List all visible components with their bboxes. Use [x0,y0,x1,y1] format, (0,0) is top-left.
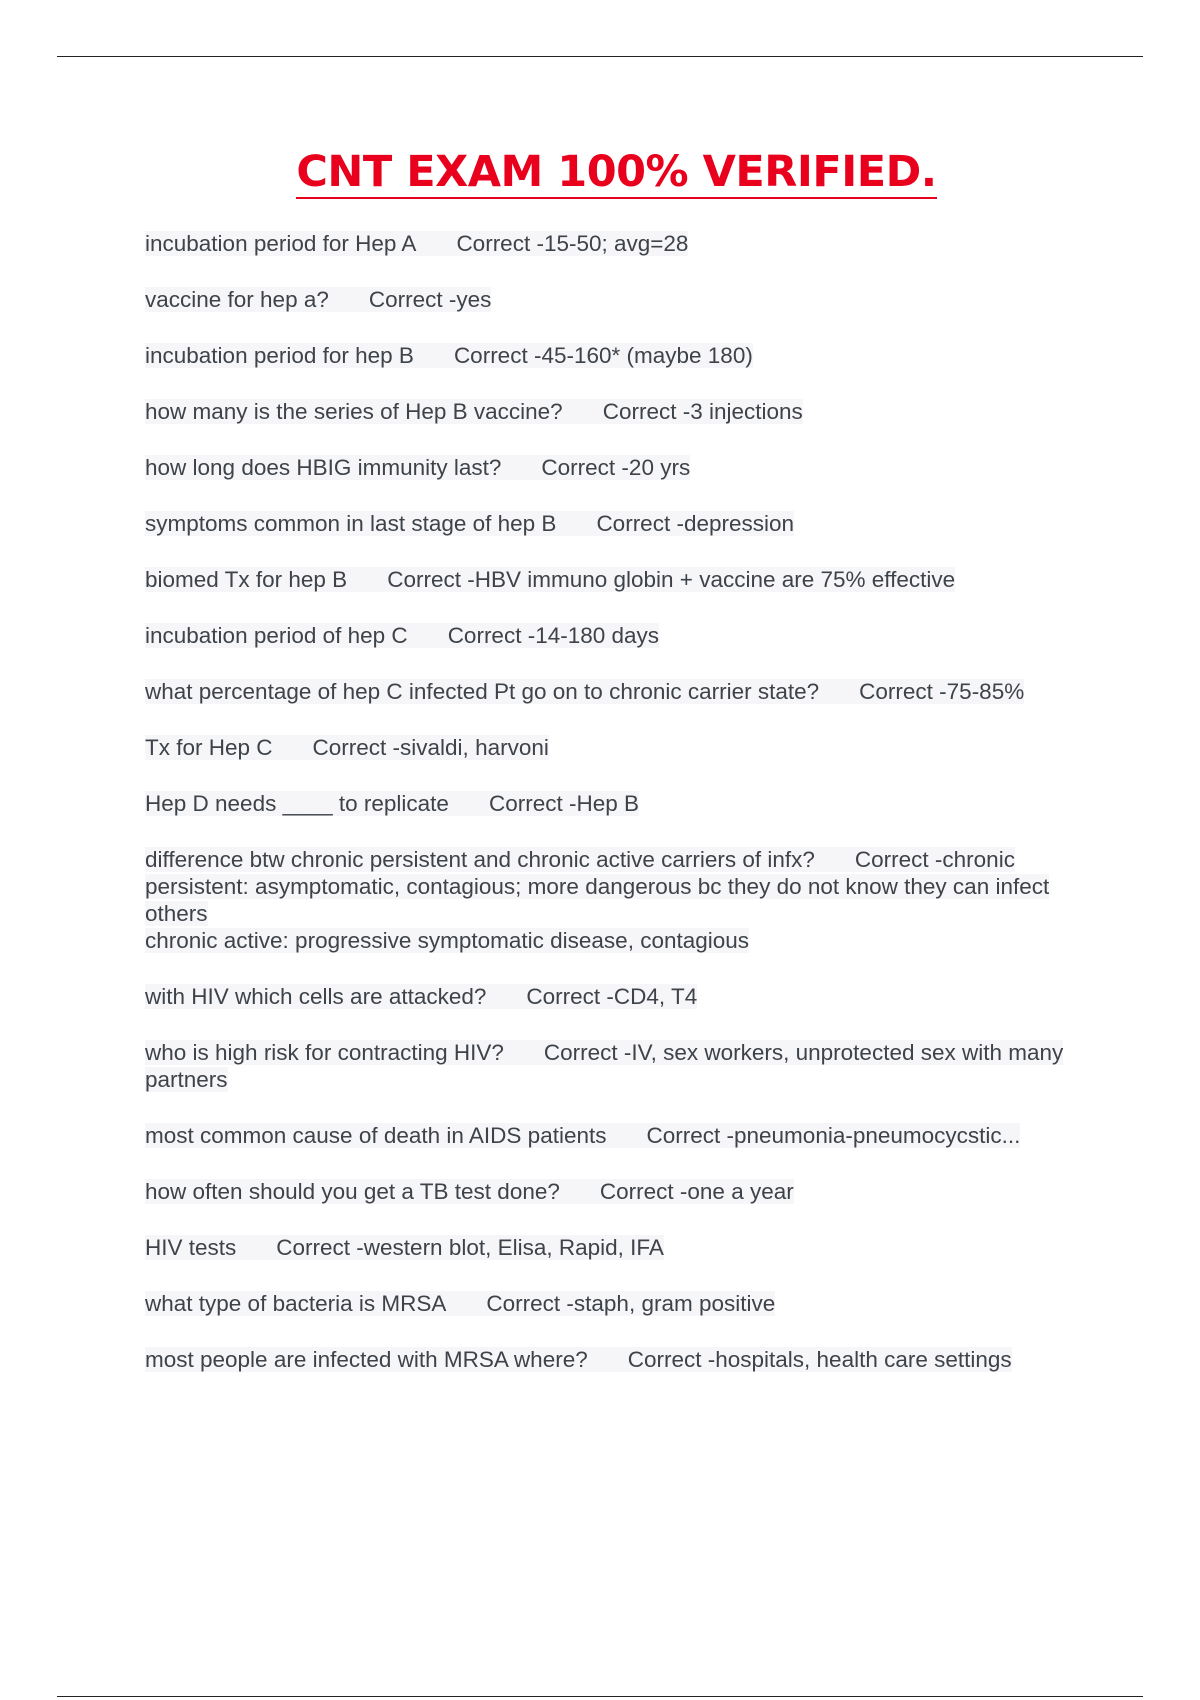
qa-extra-line [145,927,1090,954]
qa-row [145,1179,794,1204]
question-text: most common cause of death in AIDS patients [145,1123,607,1148]
qa-item-14 [145,1039,1090,1093]
question-text: who is high risk for contracting HIV? [145,1040,504,1065]
qa-row [145,567,955,592]
answer-extra-text: chronic active: progressive symptomatic disease, contagious [145,928,750,953]
qa-item-18 [145,1290,1090,1317]
answer-text: Correct -Hep B [488,791,639,816]
qa-list [145,230,1090,1402]
answer-text: Correct -75-85% [859,679,1025,704]
question-text: incubation period for hep B [145,343,414,368]
qa-item-1 [145,230,1090,257]
qa-row [145,791,639,816]
question-text: what percentage of hep C infected Pt go on to chronic carrier state? [145,679,820,704]
qa-row [145,623,659,648]
answer-text: Correct -one a year [599,1179,794,1204]
answer-text: Correct -14-180 days [447,623,660,648]
qa-item-15 [145,1122,1090,1149]
answer-text: Correct -yes [368,287,492,312]
question-text: how long does HBIG immunity last? [145,455,502,480]
answer-text: Correct -15-50; avg=28 [456,231,689,256]
qa-item-5 [145,454,1090,481]
answer-text: Correct -chronic persistent: asymptomatic, contagious; more dangerous bc they do not know they can infect others [145,847,1050,926]
qa-item-17 [145,1234,1090,1261]
question-text: incubation period for Hep A [145,231,417,256]
qa-item-19 [145,1346,1090,1373]
answer-text: Correct -sivaldi, harvoni [312,735,549,760]
question-text: biomed Tx for hep B [145,567,348,592]
bottom-rule [57,1696,1143,1697]
qa-row [145,1235,664,1260]
qa-row [145,984,697,1009]
qa-row [145,1347,1012,1372]
document-title: CNT EXAM 100% VERIFIED. [296,147,937,197]
document-title-wrapper [0,148,1200,199]
qa-item-10 [145,734,1090,761]
qa-row [145,455,690,480]
qa-item-6 [145,510,1090,537]
qa-item-4 [145,398,1090,425]
qa-row [145,679,1024,704]
qa-row [145,1291,775,1316]
question-text: difference btw chronic persistent and chronic active carriers of infx? [145,847,815,872]
question-text: symptoms common in last stage of hep B [145,511,557,536]
qa-row [145,1123,1020,1148]
answer-text: Correct -western blot, Elisa, Rapid, IFA [276,1235,664,1260]
question-text: how often should you get a TB test done? [145,1179,560,1204]
qa-item-2 [145,286,1090,313]
qa-row [145,231,688,256]
question-text: Tx for Hep C [145,735,273,760]
qa-item-16 [145,1178,1090,1205]
question-text: what type of bacteria is MRSA [145,1291,447,1316]
answer-text: Correct -CD4, T4 [526,984,698,1009]
answer-text: Correct -staph, gram positive [486,1291,776,1316]
answer-text: Correct -IV, sex workers, unprotected sex with many partners [145,1040,1064,1092]
answer-text: Correct -depression [596,511,795,536]
qa-item-8 [145,622,1090,649]
qa-row [145,287,491,312]
answer-text: Correct -HBV immuno globin + vaccine are 75% effective [387,567,956,592]
answer-text: Correct -20 yrs [541,455,691,480]
question-text: with HIV which cells are attacked? [145,984,487,1009]
answer-text: Correct -3 injections [602,399,803,424]
question-text: vaccine for hep a? [145,287,329,312]
question-text: Hep D needs ____ to replicate [145,791,449,816]
question-text: incubation period of hep C [145,623,408,648]
qa-row [145,847,1049,926]
qa-row [145,735,549,760]
question-text: most people are infected with MRSA where? [145,1347,588,1372]
qa-item-12 [145,846,1090,954]
answer-text: Correct -hospitals, health care settings [627,1347,1012,1372]
question-text: HIV tests [145,1235,237,1260]
qa-row [145,511,794,536]
qa-row [145,343,753,368]
qa-row [145,399,803,424]
qa-item-9 [145,678,1090,705]
top-rule [57,56,1143,57]
qa-item-7 [145,566,1090,593]
qa-item-13 [145,983,1090,1010]
qa-item-11 [145,790,1090,817]
qa-item-3 [145,342,1090,369]
question-text: how many is the series of Hep B vaccine? [145,399,563,424]
answer-text: Correct -pneumonia-pneumocycstic... [646,1123,1021,1148]
answer-text: Correct -45-160* (maybe 180) [453,343,753,368]
qa-row [145,1040,1063,1092]
